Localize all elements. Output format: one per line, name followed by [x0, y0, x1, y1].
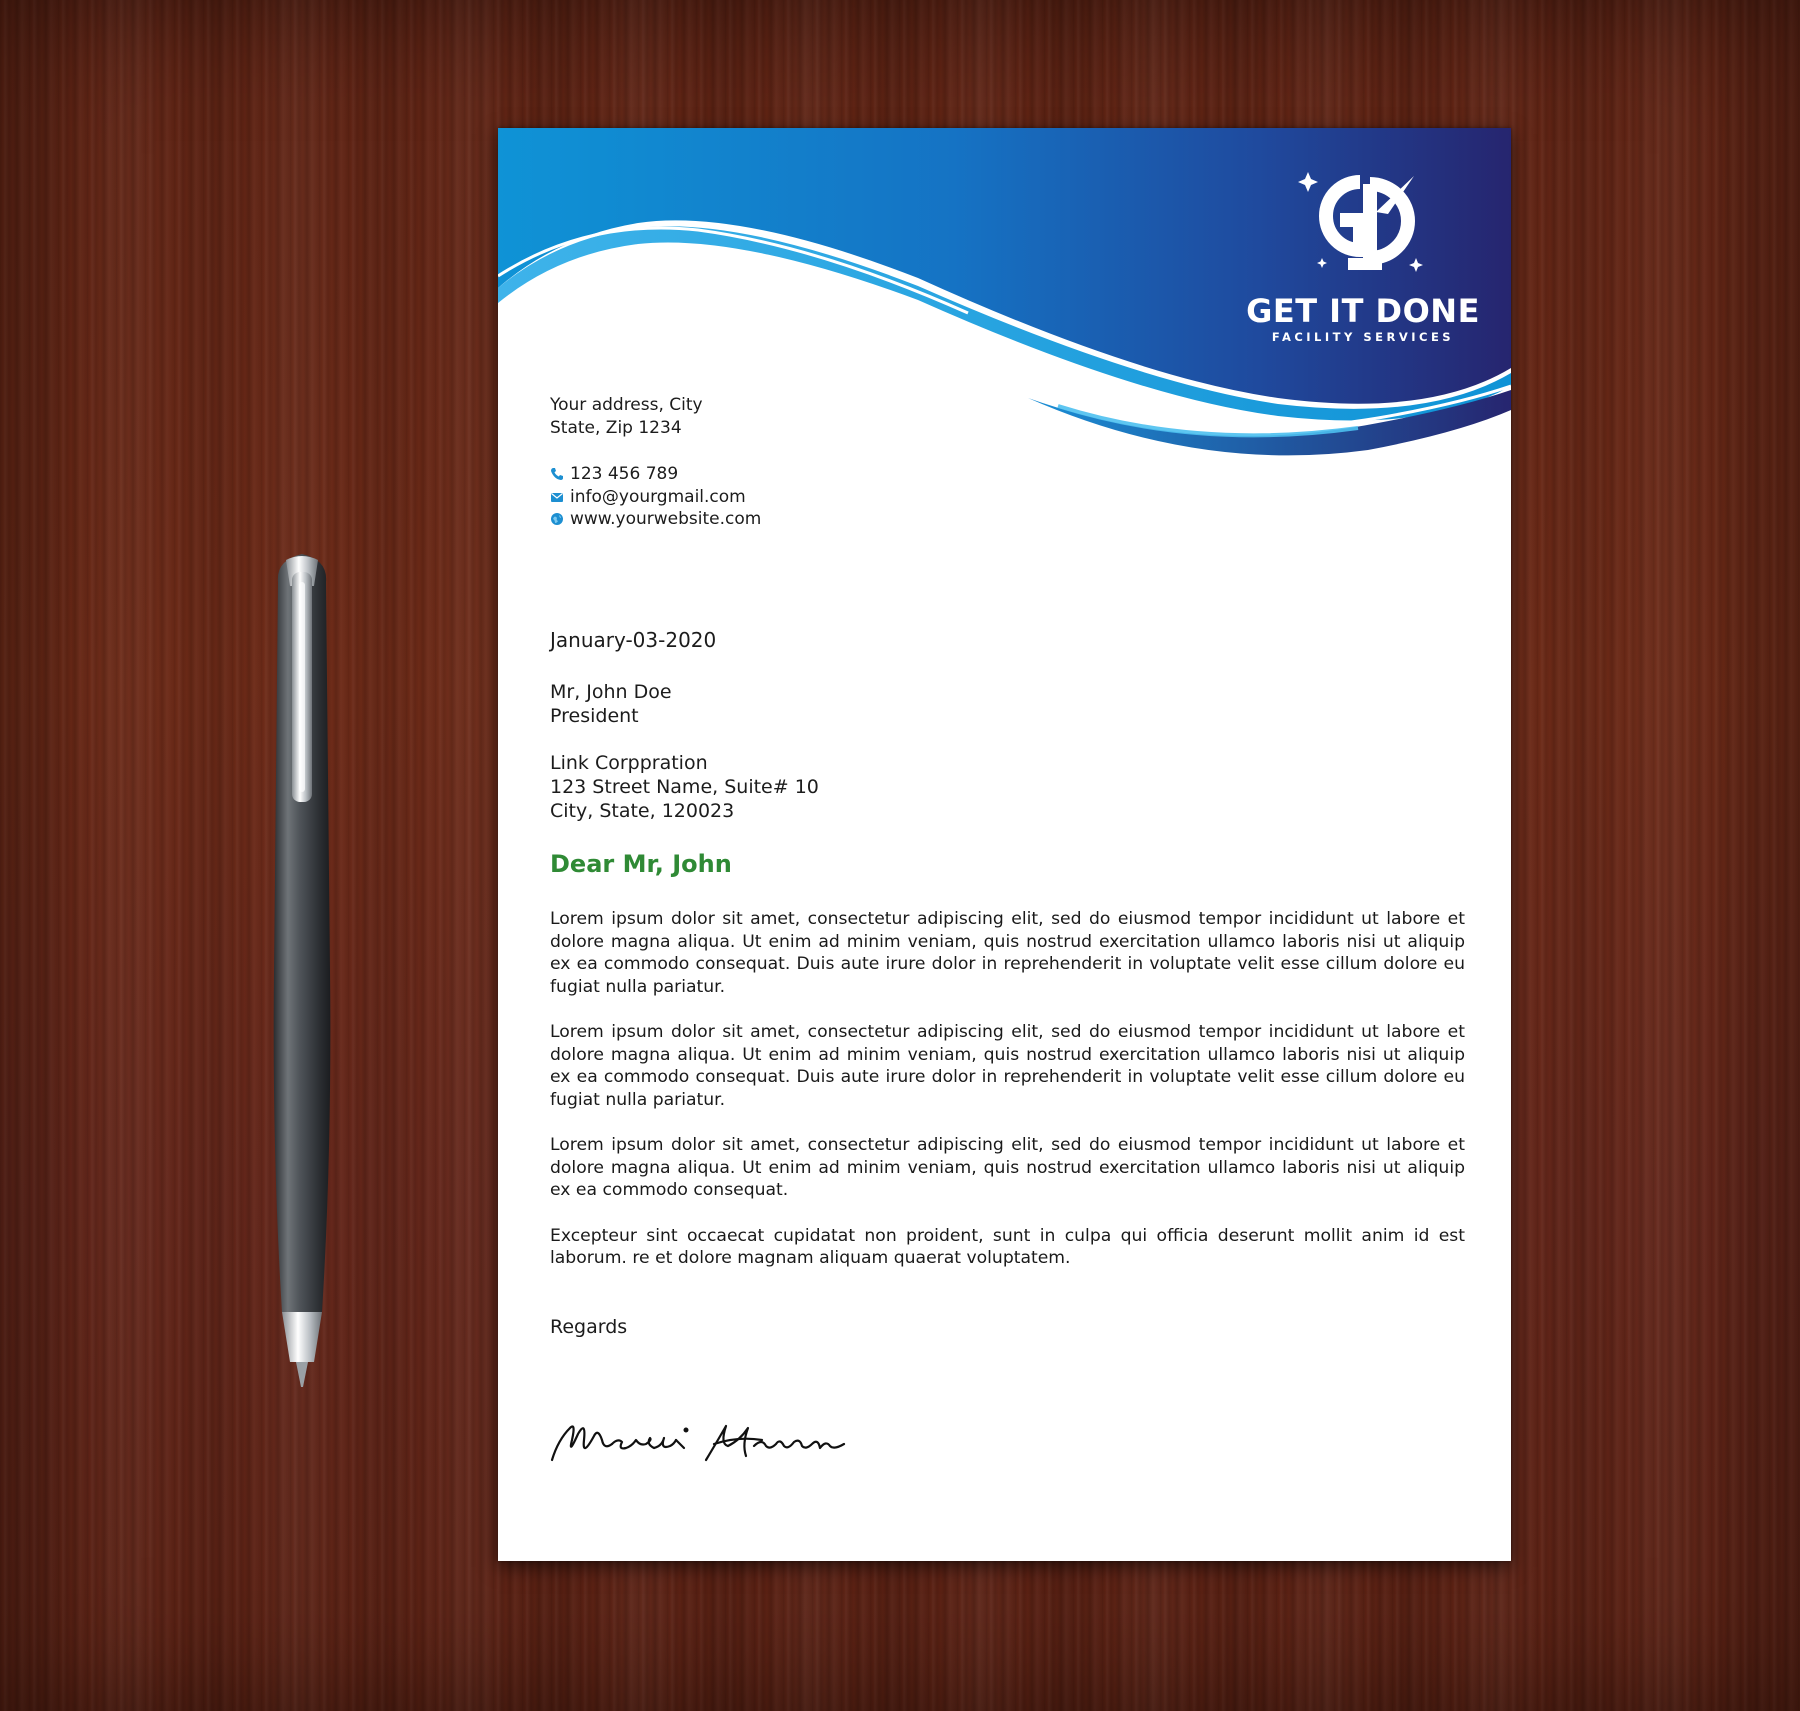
closing: Regards — [550, 1316, 628, 1338]
phone-row — [550, 463, 761, 486]
body-paragraph: Lorem ipsum dolor sit amet, consectetur adipiscing elit, sed do eiusmod tempor incididunt ut labore et dolore magna aliqua. Ut enim ad minim veniam, quis nostrud exercitation ullamco laboris nisi ut aliquip ex ea commodo consequat. Duis aute irure dolor in reprehenderit in voluptate velit esse cillum dolore eu fugiat nulla pariatur. — [550, 1022, 1465, 1110]
letter-date: January-03-2020 — [550, 628, 717, 652]
brand-tagline: FACILITY SERVICES — [1271, 330, 1455, 344]
body-paragraph: Lorem ipsum dolor sit amet, consectetur adipiscing elit, sed do eiusmod tempor incididunt ut labore et dolore magna aliqua. Ut enim ad minim veniam, quis nostrud exercitation ullamco laboris nisi ut aliquip ex ea commodo consequat. Duis aute irure dolor in reprehenderit in voluptate velit esse cillum dolore eu fugiat nulla pariatur. — [550, 909, 1465, 997]
recipient-title: President — [550, 705, 639, 727]
globe-icon — [550, 512, 564, 526]
body-paragraph: Lorem ipsum dolor sit amet, consectetur adipiscing elit, sed do eiusmod tempor incididunt ut labore et dolore magna aliqua. Ut enim ad minim veniam, quis nostrud exercitation ullamco laboris nisi ut aliquip ex ea commodo consequat. — [550, 1135, 1465, 1200]
recipient-name: Mr, John Doe — [550, 681, 672, 703]
letterhead-sheet — [498, 128, 1511, 1561]
pen-image — [262, 552, 342, 1392]
brand-name: GET IT DONE — [1246, 292, 1480, 330]
company-address-block — [550, 751, 819, 823]
company-name: Link Corppration — [550, 752, 708, 774]
brand-logo — [1218, 154, 1508, 344]
company-city: City, State, 120023 — [550, 800, 735, 822]
email-address: info@yourgmail.com — [570, 486, 746, 507]
recipient-block — [550, 680, 672, 728]
phone-icon — [550, 467, 564, 481]
body-paragraph: Excepteur sint occaecat cupidatat non proident, sunt in culpa qui officia deserunt mollit anim id est laborum. re et dolore magnam aliquam quaerat voluptatem. — [550, 1225, 1465, 1268]
greeting: Dear Mr, John — [550, 850, 732, 878]
mail-icon — [550, 490, 564, 504]
phone-number: 123 456 789 — [570, 464, 679, 484]
letter-body — [550, 908, 1465, 1293]
email-row — [550, 486, 761, 509]
website-url: www.yourwebsite.com — [570, 509, 762, 529]
sender-contact — [550, 463, 761, 531]
gd-monogram-icon — [1288, 154, 1438, 289]
company-street: 123 Street Name, Suite# 10 — [550, 776, 819, 798]
address-line-2: State, Zip 1234 — [550, 418, 682, 438]
handwritten-signature — [548, 1410, 858, 1470]
sender-address — [550, 394, 703, 440]
address-line-1: Your address, City — [550, 395, 703, 415]
website-row — [550, 508, 761, 531]
